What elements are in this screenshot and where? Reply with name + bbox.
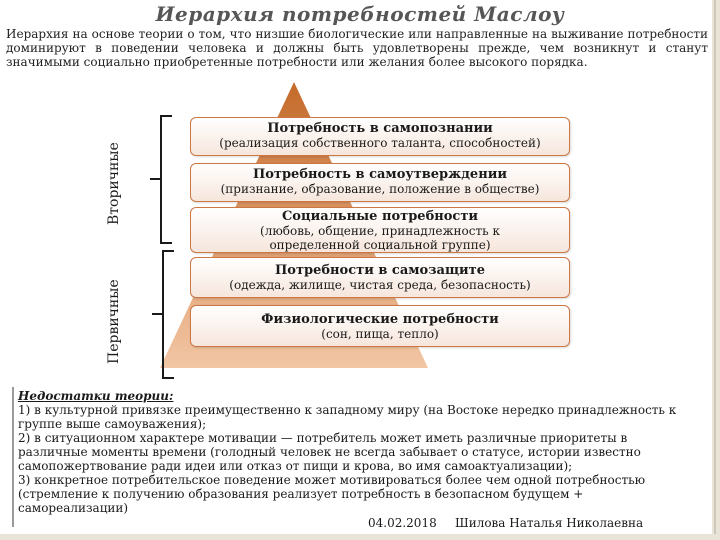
level-desc: (сон, пища, тепло) bbox=[321, 327, 439, 341]
notes-item: 1) в культурной привязке преимущественно к западному миру (на Востоке нередко принадлежность к группе выше самоуважения); bbox=[18, 403, 677, 431]
bracket-tick bbox=[150, 178, 162, 180]
level-desc: (реализация собственного таланта, способностей) bbox=[219, 136, 541, 150]
notes-divider bbox=[12, 387, 14, 527]
bracket-primary bbox=[162, 250, 174, 379]
footer-date: 04.02.2018 bbox=[368, 516, 437, 530]
level-name: Социальные потребности bbox=[281, 209, 479, 224]
bracket-tick bbox=[152, 313, 164, 315]
side-label-primary: Первичные bbox=[106, 279, 122, 364]
bracket-secondary bbox=[160, 115, 172, 244]
level-safety bbox=[190, 257, 570, 298]
level-self-actualization bbox=[190, 117, 570, 156]
level-desc: (одежда, жилище, чистая среда, безопасность) bbox=[229, 278, 531, 292]
intro-paragraph: Иерархия на основе теории о том, что низшие биологические или направленные на выживание потребности доминируют в поведении человека и должны быть удовлетворены прежде, чем возникнут и станут значимыми социально приобретенные потребности или желания более высокого порядка. bbox=[6, 27, 708, 69]
level-desc: (признание, образование, положение в обществе) bbox=[220, 182, 540, 196]
level-name: Физиологические потребности bbox=[261, 312, 499, 327]
level-desc: (любовь, общение, принадлежность к определенной социальной группе) bbox=[260, 224, 500, 252]
level-name: Потребность в самопознании bbox=[267, 121, 493, 136]
notes-item: 2) в ситуационном характере мотивации — потребитель может иметь различные приоритеты в различные моменты времени (голодный человек не всегда забывает о статусе, истории известно самопожертвование ради идеи или отказ от пищи и крова, во имя самоактуализации); bbox=[18, 431, 641, 473]
footer-author: Шилова Наталья Николаевна bbox=[455, 516, 644, 530]
notes-item: 3) конкретное потребительское поведение может мотивироваться более чем одной потребностью (стремление к получению образования реализует потребность в безопасном будущем + самореализации) bbox=[18, 473, 646, 515]
notes-heading: Недостатки теории: bbox=[18, 389, 174, 403]
page-title: Иерархия потребностей Маслоу bbox=[155, 2, 565, 26]
level-name: Потребность в самоутверждении bbox=[252, 167, 508, 182]
level-name: Потребности в самозащите bbox=[275, 263, 485, 278]
level-esteem bbox=[190, 163, 570, 202]
notes-block bbox=[18, 389, 678, 515]
side-label-secondary: Вторичные bbox=[106, 142, 122, 225]
level-physiological bbox=[190, 305, 570, 347]
level-social bbox=[190, 207, 570, 253]
